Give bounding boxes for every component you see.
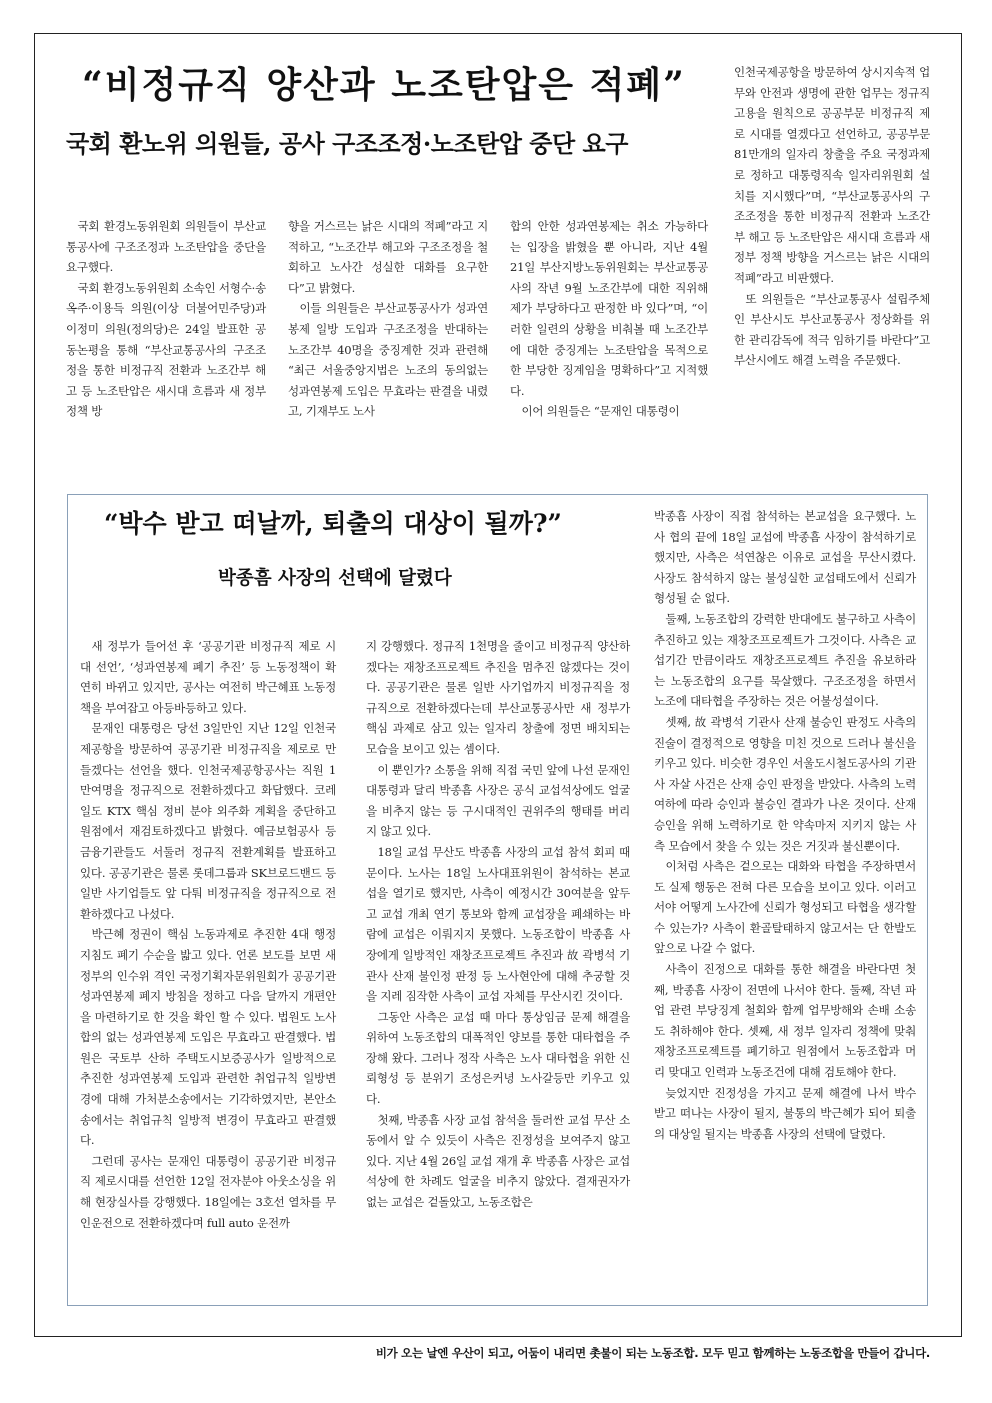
paragraph: 이어 의원들은 “문재인 대통령이	[521, 404, 680, 419]
paragraph: 사측이 진정으로 대화를 통한 해결을 바란다면 첫째, 박종흠 사장이 전면에 나서야 한다. 둘째, 작년 파업 관련 부당징계 철회와 함께 업무방해와 손배 소송도 취하해야 한다. 셋째, 새 정부 일자리 정책에 맞춰 재창조프로젝트를 폐기하고 원점에서 노동조합과 머리 맞대고 인력과 노동조건에 대해 검토해야 한다.	[654, 962, 916, 1080]
article2-subheadline: 박종흠 사장의 선택에 달렸다	[218, 568, 452, 589]
paragraph: 늦었지만 진정성을 가지고 문제 해결에 나서 박수 받고 떠나는 사장이 될지, 불통의 박근혜가 되어 퇴출의 대상일 될지는 박종흠 사장의 선택에 달렸다.	[654, 1085, 916, 1141]
article1-subheadline: 국회 환노위 의원들, 공사 구조조정·노조탄압 중단 요구	[66, 129, 628, 158]
paragraph: 또 의원들은 “부산교통공사 설립주체인 부산시도 부산교통공사 정상화를 위한 관리감독에 적극 임하기를 바란다”고 부산시에도 해결 노력을 주문했다.	[734, 291, 930, 368]
paragraph: 둘째, 노동조합의 강력한 반대에도 불구하고 사측이 추진하고 있는 재창조프로젝트가 그것이다. 사측은 교섭기간 만큼이라도 재창조프로젝트 추진을 유보하라는 노동조합의 요구를 묵살했다. 구조조정을 하면서 노조에 대타협을 주장하는 것은 어불성설이다.	[654, 611, 916, 709]
article1-column-1	[66, 216, 266, 422]
paragraph: 박종흠 사장이 직접 참석하는 본교섭을 요구했다. 노사 협의 끝에 18일 교섭에 박종흠 사장이 참석하기로 했지만, 사측은 석연찮은 이유로 교섭을 무산시켰다. 사장도 참석하지 않는 불성실한 교섭태도에서 신뢰가 형성될 순 없다.	[654, 509, 916, 606]
article2-column-3	[654, 506, 916, 1144]
article2-headline: “박수 받고 떠날까, 퇴출의 대상이 될까?”	[104, 509, 562, 538]
paragraph: 국회 환경노동위원회 의원들이 부산교통공사에 구조조정과 노조탄압을 중단을 요구했다.	[66, 219, 266, 275]
paragraph: 문재인 대통령은 당선 3일만인 지난 12일 인천국제공항을 방문하여 공공기관 비정규직을 제로로 만들겠다는 선언을 했다. 인천국제공항공사는 직원 1만여명을 정규직으로 전환하겠다고 화답했다. 코레일도 KTX 핵심 정비 분야 외주화 계획을 중단하고 원점에서 재검토하겠다고 밝혔다. 예금보험공사 등 금융기관들도 서둘러 정규직 전환계획를 발표하고 있다. 공공기관은 물론 롯데그룹과 SK브로드밴드 등 일반 사기업들도 앞 다퉈 비정규직을 정규직으로 전환하겠다고 나섰다.	[80, 721, 336, 921]
article2-column-1	[80, 636, 336, 1233]
article1-column-4	[734, 62, 930, 371]
paragraph: 그동안 사측은 교섭 때 마다 통상임금 문제 해결을 위하여 노동조합의 대폭적인 양보를 통한 대타협을 주장해 왔다. 그러나 정작 사측은 노사 대타협을 위한 신뢰형성 등 분위기 조성은커녕 노사갈등만 키우고 있다.	[366, 1009, 630, 1107]
article1-headline: “비정규직 양산과 노조탄압은 적폐”	[82, 64, 686, 106]
paragraph: 향을 거스르는 낡은 시대의 적폐”라고 지적하고, “노조간부 해고와 구조조정을 철회하고 노사간 성실한 대화를 요구한다”고 밝혔다.	[288, 219, 488, 295]
paragraph: 합의 안한 성과연봉제는 취소 가능하다는 입장을 밝혔을 뿐 아니라, 지난 4월21일 부산지방노동위원회는 부산교통공사의 작년 9월 노조간부에 대한 직위해제가 부당하다고 판정한 바 있다”며, “이러한 일련의 상황을 비춰볼 때 노조간부에 대한 중징계는 노조탄압을 목적으로 한 부당한 징계임을 명확하다”고 지적했다.	[510, 219, 708, 398]
paragraph: 지 강행했다. 정규직 1천명을 줄이고 비정규직 양산하겠다는 재창조프로젝트 추진을 멈추진 않겠다는 것이다. 공공기관은 물론 일반 사기업까지 비정규직을 정규직으로 전환하겠다는데 부산교통공사만 새 정부가 핵심 과제로 삼고 있는 일자리 창출에 정면 배치되는 모습을 보이고 있는 셈이다.	[366, 639, 630, 756]
paragraph: 이 뿐인가? 소통을 위해 직접 국민 앞에 나선 문재인 대통령과 달리 박종흠 사장은 공식 교섭석상에도 얼굴을 비추지 않는 등 구시대적인 권위주의 행태를 버리지 않고 있다.	[366, 762, 630, 839]
paragraph: 새 정부가 들어선 후 ‘공공기관 비정규직 제로 시대 선언’, ‘성과연봉제 폐기 추진’ 등 노동정책이 확연히 바뀌고 있지만, 공사는 여전히 박근혜표 노동정책을 부여잡고 아등바등하고 있다.	[80, 639, 336, 715]
paragraph: 인천국제공항을 방문하여 상시지속적 업무와 안전과 생명에 관한 업무는 정규직 고용을 원칙으로 공공부문 비정규직 제로 시대를 열겠다고 선언하고, 공공부문 81만개의 일자리 창출을 주요 국정과제로 정하고 대통령직속 일자리위원회 설치를 지시했다”며, “부산교통공사의 구조조정을 통한 비정규직 전환과 노조간부 해고 등 노조탄압은 새시대 흐름과 새 정부 정책 방향을 거스르는 낡은 시대의 적폐”라고 비판했다.	[734, 65, 930, 285]
footer-slogan: 비가 오는 날엔 우산이 되고, 어둠이 내리면 촛불이 되는 노동조합. 모두 믿고 함께하는 노동조합을 만들어 갑니다.	[375, 1346, 930, 1360]
article1-column-3	[510, 216, 708, 422]
paragraph: 박근혜 정권이 핵심 노동과제로 추진한 4대 행정지침도 폐기 수순을 밟고 있다. 언론 보도를 보면 새 정부의 인수위 격인 국정기획자문위원회가 공공기관 성과연봉제 폐지 방침을 정하고 다음 달까지 개편안을 마련하기로 한 것을 확인 할 수 있다. 법원도 노사합의 없는 성과연봉제 도입은 무효라고 판결했다. 법원은 국토부 산하 주택도시보증공사가 일방적으로 추진한 성과연봉제 도입과 관련한 취업규칙 일방변경에 대해 가처분소송에서는 기각하였지만, 본안소송에서는 취업규칙 일방적 변경이 무효라고 판결했다.	[80, 927, 336, 1148]
paragraph: 첫째, 박종흠 사장 교섭 참석을 둘러싼 교섭 무산 소동에서 알 수 있듯이 사측은 진정성을 보여주지 않고 있다. 지난 4월 26일 교섭 재개 후 박종흠 사장은 교섭석상에 한 차례도 얼굴을 비추지 않았다. 결재권자가 없는 교섭은 겉돌았고, 노동조합은	[366, 1112, 630, 1210]
paragraph: 이들 의원들은 부산교통공사가 성과연봉제 일방 도입과 구조조정을 반대하는 노조간부 40명을 중징계한 것과 관련해 “최근 서울중앙지법은 노조의 동의없는 성과연봉제 도입은 무효라는 판결을 내렸고, 기재부도 노사	[288, 301, 488, 419]
paragraph: 셋째, 故 곽병석 기관사 산재 불승인 판정도 사측의 진술이 결정적으로 영향을 미친 것으로 드러나 불신을 키우고 있다. 비슷한 경우인 서울도시철도공사의 기관사 자살 사건은 산재 승인 판정을 받았다. 사측의 노력 여하에 따라 승인과 불승인 결과가 나온 것이다. 산재 승인을 위해 노력하기로 한 약속마저 지키지 않는 사측 모습에서 찾을 수 있는 것은 거짓과 불신뿐이다.	[654, 714, 916, 853]
article2-column-2	[366, 636, 630, 1213]
paragraph: 18일 교섭 무산도 박종흠 사장의 교섭 참석 회피 때문이다. 노사는 18일 노사대표위원이 참석하는 본교섭을 열기로 했지만, 사측이 예정시간 30여분을 앞두고 교섭 개최 연기 통보와 함께 교섭장을 폐쇄하는 바람에 교섭은 이뤄지지 못했다. 노동조합이 박종흠 사장에게 일방적인 재창조프로젝트 추진과 故 곽병석 기관사 산재 불인정 판정 등 노사현안에 대해 추궁할 것을 지레 짐작한 사측이 교섭 자체를 무산시킨 것이다.	[366, 844, 630, 1004]
paragraph: 그런데 공사는 문재인 대통령이 공공기관 비정규직 제로시대를 선언한 12일 전자분야 아웃소싱을 위해 현장실사를 강행했다. 18일에는 3호선 열차를 무인운전으로 전환하겠다며 full auto 운전까	[80, 1153, 336, 1230]
article1-column-2	[288, 216, 488, 422]
paragraph: 이처럼 사측은 겉으로는 대화와 타협을 주장하면서도 실제 행동은 전혀 다른 모습을 보이고 있다. 이러고서야 어떻게 노사간에 신뢰가 형성되고 타협을 생각할 수 있는가? 사측이 환골탈태하지 않고서는 단 한발도 앞으로 나갈 수 없다.	[654, 859, 916, 956]
paragraph: 국회 환경노동위원회 소속인 서형수·송옥주·이용득 의원(이상 더불어민주당)과 이정미 의원(정의당)은 24일 발표한 공동논평을 통해 “부산교통공사의 구조조정을 통한 비정규직 전환과 노조간부 해고 등 노조탄압은 새시대 흐름과 새 정부 정책 방	[66, 280, 266, 419]
